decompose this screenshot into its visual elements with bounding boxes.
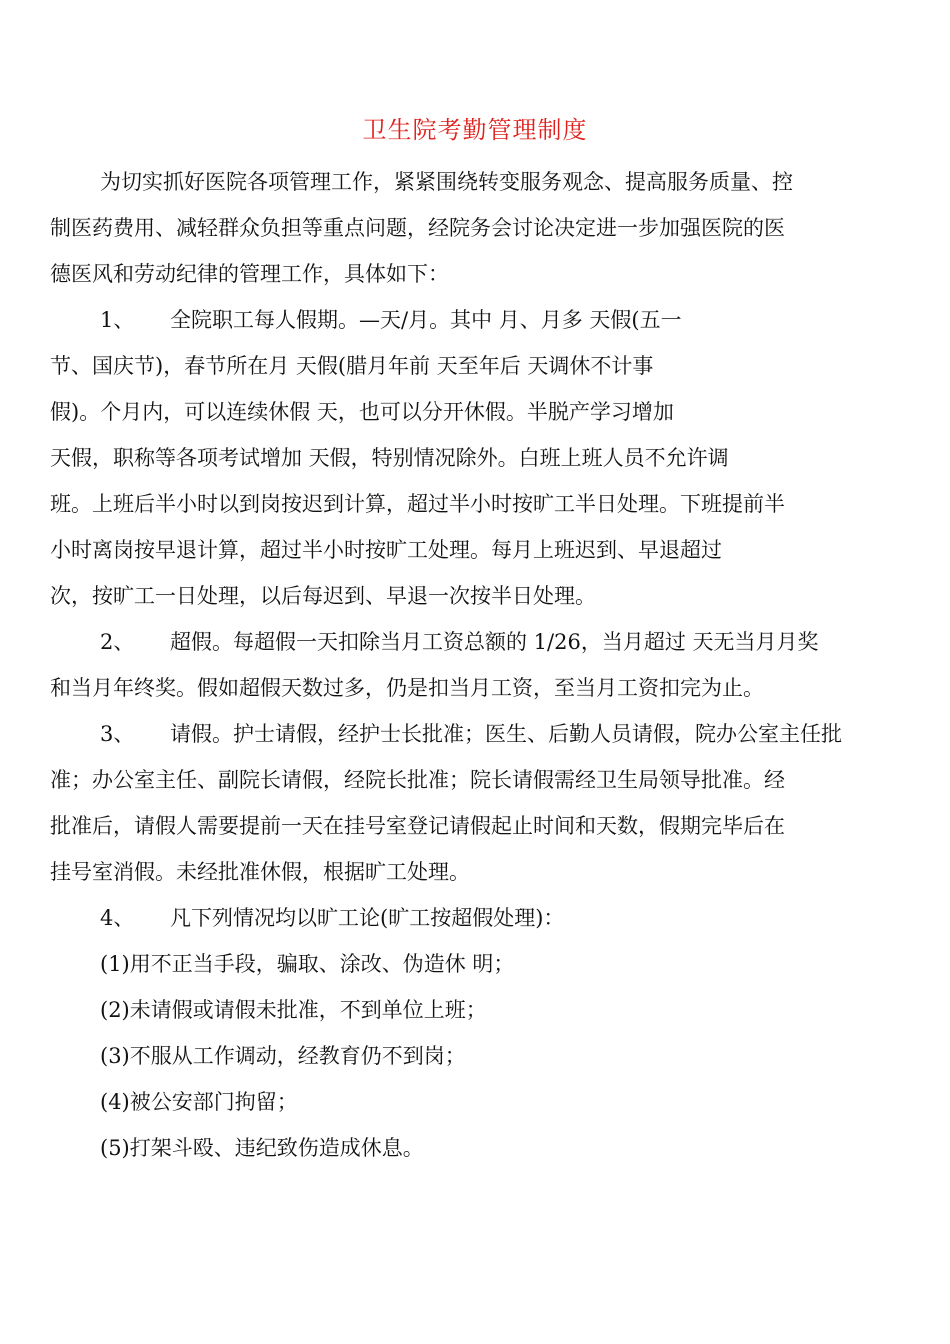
- sub-item: (1)用不正当手段，骗取、涂改、伪造休 明；: [100, 952, 515, 976]
- item-1-line: 假)。个月内，可以连续休假 天，也可以分开休假。半脱产学习增加: [50, 400, 674, 424]
- sub-item: (4)被公安部门拘留；: [100, 1090, 298, 1114]
- item-1-line: 天假，职称等各项考试增加 天假，特别情况除外。白班上班人员不允许调: [50, 446, 729, 470]
- item-2-line: 和当月年终奖。假如超假天数过多，仍是扣当月工资，至当月工资扣完为止。: [50, 676, 764, 700]
- item-3-line: 挂号室消假。未经批准休假，根据旷工处理。: [50, 860, 470, 884]
- intro-line: 制医药费用、减轻群众负担等重点问题，经院务会讨论决定进一步加强医院的医: [50, 216, 785, 240]
- intro-line: 为切实抓好医院各项管理工作，紧紧围绕转变服务观念、提高服务质量、控: [100, 170, 793, 194]
- item-number: 1、: [100, 308, 135, 332]
- item-text: 超假。每超假一天扣除当月工资总额的 1/26，当月超过 天无当月月奖: [170, 630, 819, 654]
- item-1-line: 班。上班后半小时以到岗按迟到计算，超过半小时按旷工半日处理。下班提前半: [50, 492, 785, 516]
- intro-line: 德医风和劳动纪律的管理工作，具体如下：: [50, 262, 449, 286]
- sub-item: (3)不服从工作调动，经教育仍不到岗；: [100, 1044, 466, 1068]
- item-3-line: 准；办公室主任、副院长请假，经院长批准；院长请假需经卫生局领导批准。经: [50, 768, 785, 792]
- item-text: 全院职工每人假期。—天/月。其中 月、月多 天假(五一: [170, 308, 682, 332]
- item-1-line: 节、国庆节)，春节所在月 天假(腊月年前 天至年后 天调休不计事: [50, 354, 654, 378]
- item-4-first-line: [100, 903, 564, 933]
- item-3-first-line: [100, 719, 842, 749]
- item-number: 2、: [100, 630, 135, 654]
- item-number: 4、: [100, 906, 135, 930]
- item-3-line: 批准后，请假人需要提前一天在挂号室登记请假起止时间和天数，假期完毕后在: [50, 814, 785, 838]
- document-title: 卫生院考勤管理制度: [362, 116, 588, 144]
- item-1-first-line: [100, 305, 682, 335]
- sub-item: (5)打架斗殴、违纪致伤造成休息。: [100, 1136, 424, 1160]
- item-text: 请假。护士请假，经护士长批准；医生、后勤人员请假，院办公室主任批: [170, 722, 842, 746]
- item-2-first-line: [100, 627, 819, 657]
- item-number: 3、: [100, 722, 135, 746]
- sub-item: (2)未请假或请假未批准，不到单位上班；: [100, 998, 487, 1022]
- item-text: 凡下列情况均以旷工论(旷工按超假处理)：: [170, 906, 565, 930]
- item-1-line: 小时离岗按早退计算，超过半小时按旷工处理。每月上班迟到、早退超过: [50, 538, 722, 562]
- item-1-line: 次，按旷工一日处理，以后每迟到、早退一次按半日处理。: [50, 584, 596, 608]
